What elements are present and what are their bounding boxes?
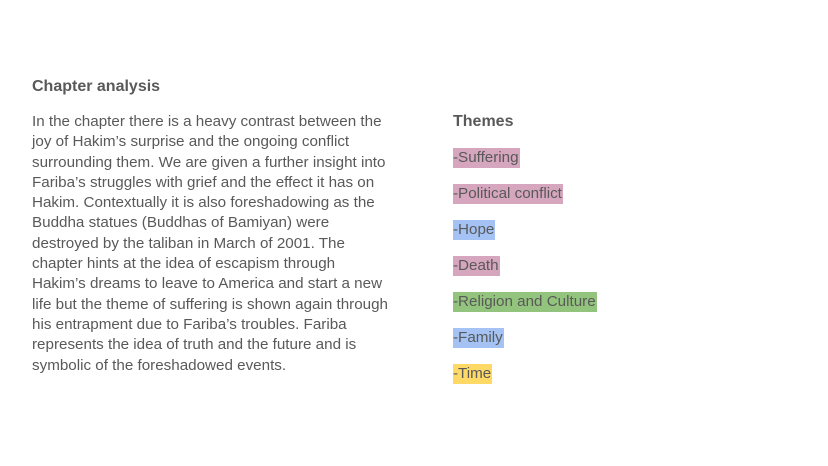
analysis-paragraph: In the chapter there is a heavy contrast between the joy of Hakim’s surprise and the ongoing conflict surrounding them. We are given a further insight into Fariba’s struggles with grief and the effect it has on Hakim. Contextually it is also foreshadowing as the Buddha statues (Buddhas of Bamiyan) were destroyed by the taliban in March of 2001. The chapter hints at the idea of escapism through Hakim’s dreams to leave to America and start a new life but the theme of suffering is shown again through his entrapment due to Fariba’s troubles. Fariba represents the idea of truth and the future and is symbolic of the foreshadowed events.	[32, 113, 389, 374]
theme-label: -Family	[453, 329, 503, 346]
theme-label: -Hope	[453, 221, 495, 238]
theme-item	[453, 148, 597, 184]
theme-label: -Religion and Culture	[453, 293, 596, 310]
theme-label: -Death	[453, 257, 499, 274]
theme-label: -Suffering	[453, 149, 519, 166]
theme-item	[453, 256, 597, 292]
theme-item	[453, 220, 597, 256]
page-title: Chapter analysis	[32, 78, 161, 95]
theme-item	[453, 292, 597, 328]
theme-list	[453, 148, 597, 400]
theme-label: -Political conflict	[453, 185, 562, 202]
themes-heading: Themes	[453, 113, 514, 130]
theme-item	[453, 328, 597, 364]
theme-item	[453, 184, 597, 220]
theme-item	[453, 364, 597, 400]
theme-label: -Time	[453, 365, 492, 382]
